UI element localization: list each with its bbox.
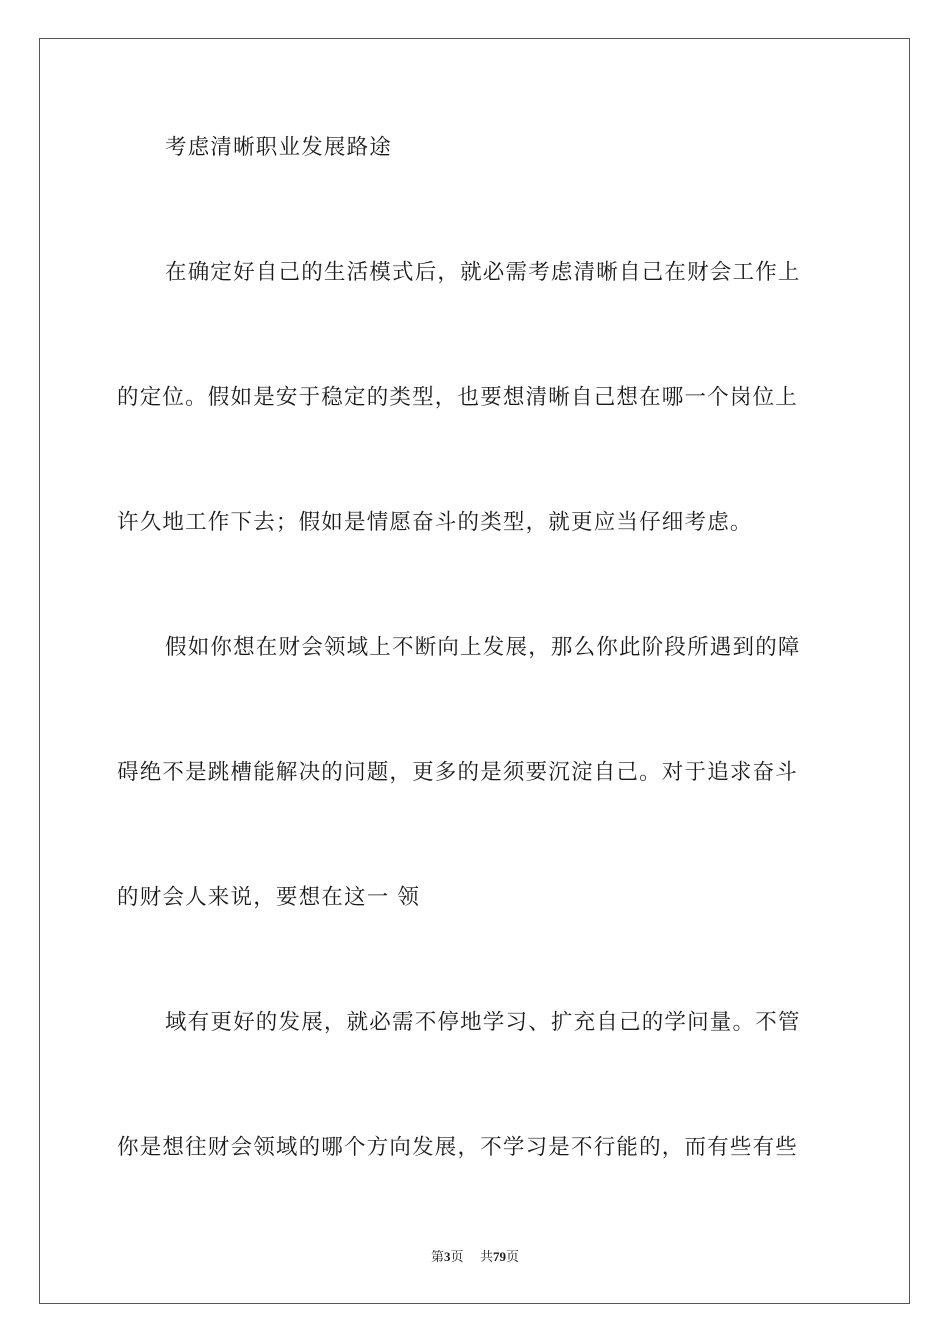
paragraph-line: 域有更好的发展，就必需不停地学习、扩充自己的学问量。不管 — [165, 1010, 801, 1035]
page-number: 3 — [443, 1249, 451, 1264]
section-heading: 考虑清晰职业发展路途 — [165, 135, 393, 160]
paragraph-line: 你是想往财会领域的哪个方向发展，不学习是不行能的，而有些有些 — [117, 1135, 799, 1160]
total-label-prefix: 共 — [480, 1250, 494, 1265]
paragraph-line: 假如你想在财会领域上不断向上发展，那么你此阶段所遇到的障 — [165, 635, 801, 660]
total-label-suffix: 页 — [506, 1250, 520, 1265]
paragraph-line: 的定位。假如是安于稳定的类型，也要想清晰自己想在哪一个岗位上 — [117, 385, 799, 410]
paragraph-line: 碍绝不是跳槽能解决的问题，更多的是须要沉淀自己。对于追求奋斗 — [117, 760, 799, 785]
total-pages: 79 — [493, 1249, 507, 1264]
paragraph-line: 的财会人来说，要想在这一 领 — [117, 885, 421, 910]
page-label-prefix: 第 — [430, 1250, 444, 1265]
page-label-suffix: 页 — [450, 1250, 464, 1265]
paragraph-line: 在确定好自己的生活模式后，就必需考虑清晰自己在财会工作上 — [165, 260, 801, 285]
page-border — [39, 38, 910, 1304]
page-footer — [0, 1248, 950, 1267]
paragraph-line: 许久地工作下去；假如是情愿奋斗的类型，就更应当仔细考虑。 — [117, 510, 753, 535]
